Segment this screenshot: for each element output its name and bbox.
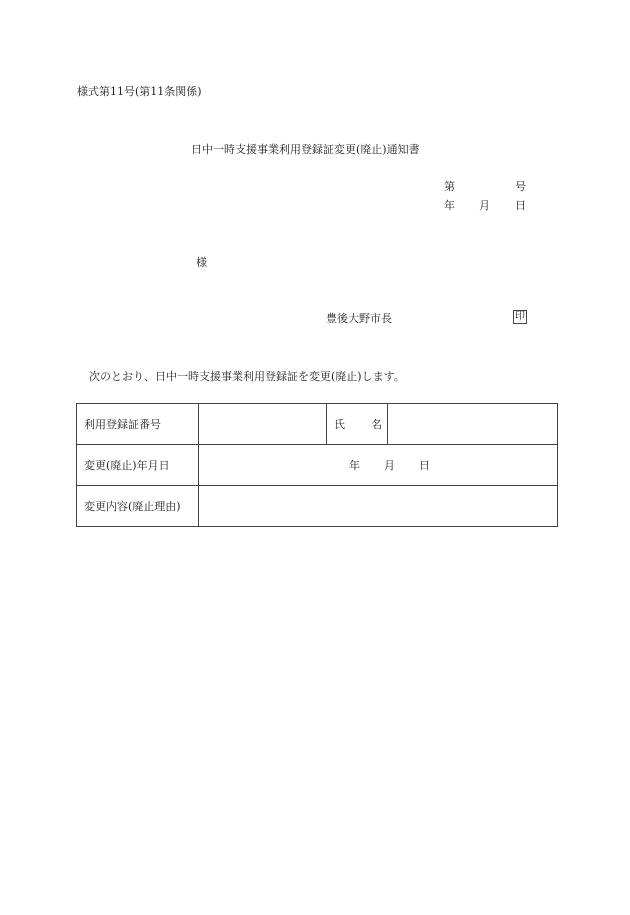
body-text: 次のとおり、日中一時支援事業利用登録証を変更(廃止)します。 (89, 370, 405, 383)
change-date-day: 日 (419, 459, 430, 472)
date-month-label: 月 (479, 199, 490, 212)
registration-number-label: 利用登録証番号 (77, 404, 199, 445)
change-date-field[interactable] (199, 445, 558, 486)
change-date-label: 変更(廃止)年月日 (77, 445, 199, 486)
change-date-year: 年 (349, 459, 360, 472)
form-number: 様式第11号(第11条関係) (77, 85, 202, 98)
recipient-honorific: 様 (196, 256, 207, 269)
document-title: 日中一時支援事業利用登録証変更(廃止)通知書 (191, 143, 420, 156)
name-label (327, 404, 388, 445)
table-row (77, 445, 558, 486)
registration-number-field[interactable] (199, 404, 327, 445)
table-row (77, 486, 558, 527)
name-field[interactable] (388, 404, 558, 445)
seal-mark: 印 (515, 311, 525, 322)
reference-number-prefix: 第 (444, 180, 455, 193)
date-day-label: 日 (515, 199, 526, 212)
change-date-month: 月 (384, 459, 395, 472)
table-row (77, 404, 558, 445)
info-table (76, 403, 558, 527)
change-content-field[interactable] (199, 486, 558, 527)
change-content-label: 変更内容(廃止理由) (77, 486, 199, 527)
reference-number-suffix: 号 (515, 180, 526, 193)
name-label-first: 氏 (334, 418, 345, 431)
date-year-label: 年 (444, 199, 455, 212)
name-label-second: 名 (371, 418, 382, 431)
issuer-name: 豊後大野市長 (326, 312, 392, 325)
